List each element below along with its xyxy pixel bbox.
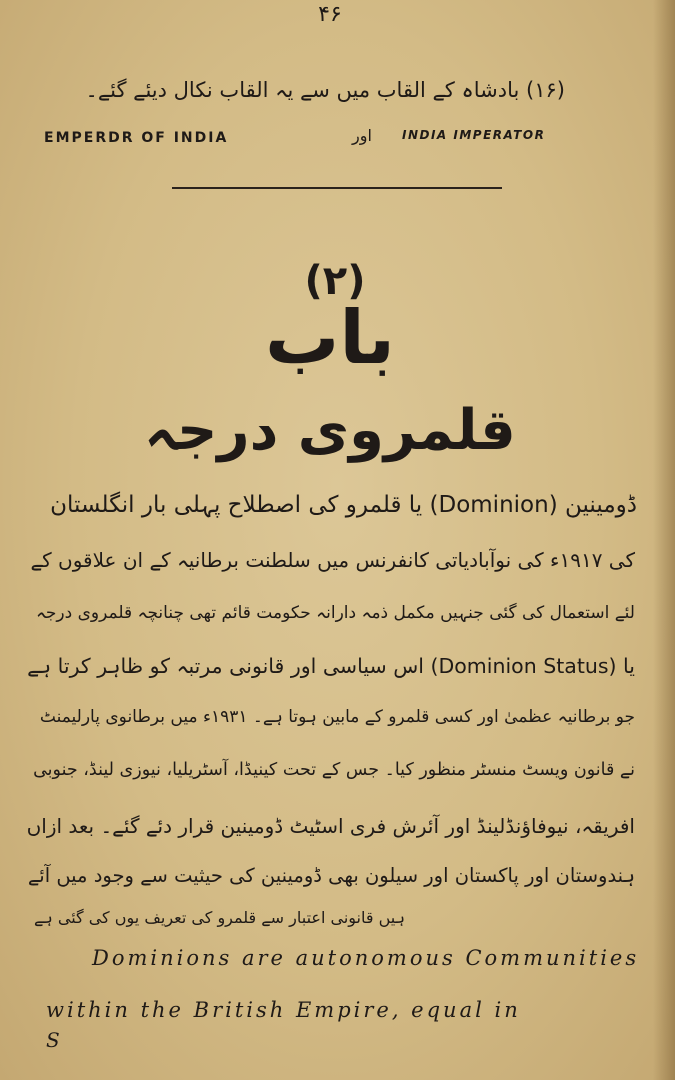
title-emperor-of-india: EMPERDR OF INDIA bbox=[44, 130, 229, 146]
section-divider bbox=[172, 187, 502, 189]
body-line: جو برطانیہ عظمیٰ اور کسی قلمرو کے مابین ہوتا ہے۔ ۱۹۳۱ء میں برطانوی پارلیمنٹ bbox=[39, 707, 635, 727]
body-line: ڈومینین (Dominion) یا قلمرو کی اصطلاح پہلی بار انگلستان bbox=[50, 492, 637, 518]
chapter-number: (۲) bbox=[304, 258, 366, 304]
body-line: نے قانون ویسٹ منسٹر منظور کیا۔ جس کے تحت کینیڈا، آسٹریلیا، نیوزی لینڈ، جنوبی bbox=[33, 760, 635, 780]
body-line: یا (Dominion Status) اس سیاسی اور قانونی مرتبہ کو ظاہر کرتا ہے bbox=[27, 654, 635, 678]
footnote-urdu-line: (۱۶) بادشاہ کے القاب میں سے یہ القاب نکال دیئے گئے۔ bbox=[85, 78, 565, 102]
title-india-imperator: INDIA IMPERATOR bbox=[402, 128, 546, 142]
chapter-title: قلمروی درجہ bbox=[144, 398, 516, 463]
page-edge-shadow bbox=[653, 0, 675, 1080]
body-line: افریقہ، نیوفاؤنڈلینڈ اور آئرش فری اسٹیٹ ڈومینین قرار دئے گئے۔ بعد ازاں bbox=[26, 814, 635, 838]
handwritten-english-line: within the British Empire, equal in bbox=[46, 998, 521, 1022]
handwritten-english-line: Dominions are autonomous Communities bbox=[92, 946, 640, 970]
page-mark: S bbox=[46, 1028, 60, 1052]
chapter-heading: باب bbox=[265, 295, 395, 381]
body-line: لئے استعمال کی گئی جنہیں مکمل ذمہ دارانہ حکومت قائم تھی چنانچہ قلمروی درجہ bbox=[35, 603, 635, 623]
connector-aur: اور bbox=[352, 126, 372, 145]
body-line: ہیں قانونی اعتبار سے قلمرو کی تعریف یوں کی گئی ہے bbox=[34, 908, 405, 927]
body-line: ہندوستان اور پاکستان اور سیلون بھی ڈومینین کی حیثیت سے وجود میں آئے bbox=[27, 864, 635, 887]
body-line: کی ۱۹۱۷ء کی نوآبادیاتی کانفرنس میں سلطنت برطانیہ کے ان علاقوں کے bbox=[30, 548, 635, 572]
page-number: ۴۶ bbox=[318, 2, 342, 27]
